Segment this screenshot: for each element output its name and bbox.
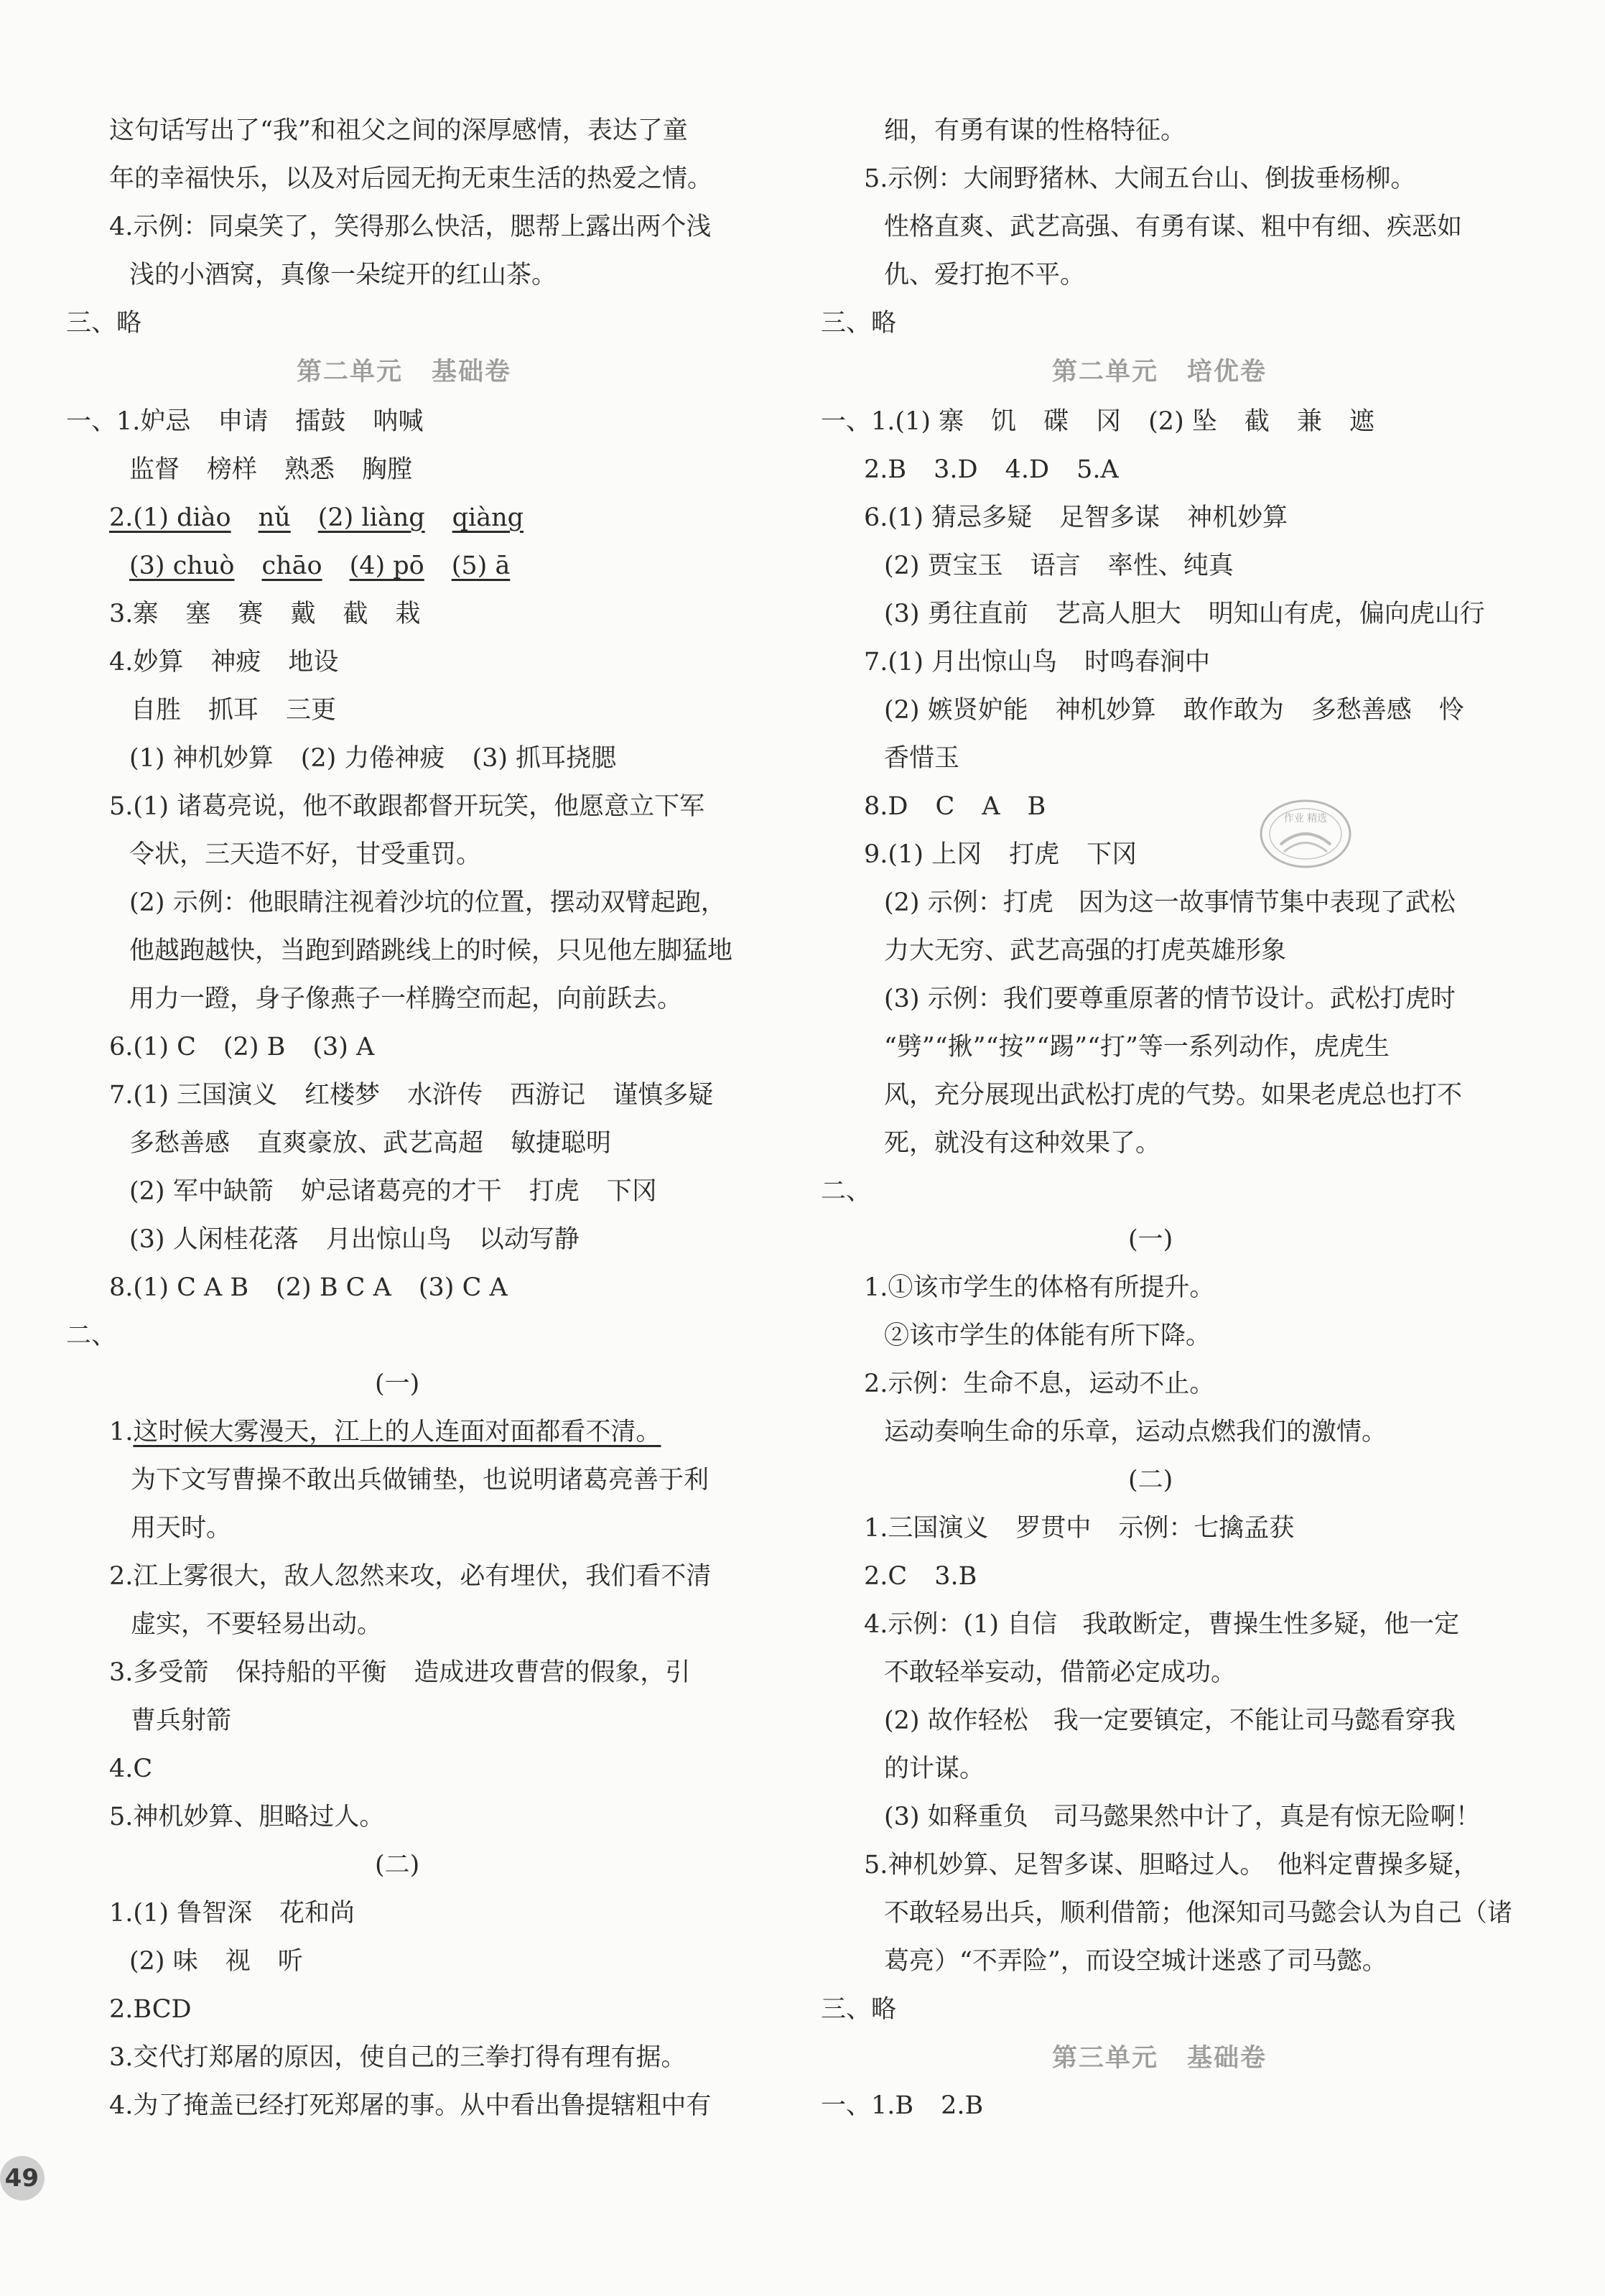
text-line: ②该市学生的体能有所下降。 — [884, 1321, 1211, 1350]
text-line: 力大无穷、武艺高强的打虎英雄形象 — [884, 936, 1287, 965]
unit-title: 第二单元 基础卷 — [297, 357, 512, 386]
subsection-heading: (二) — [375, 1851, 420, 1879]
text-line: 曹兵射箭 — [131, 1706, 232, 1735]
answer-row: 一、1.妒忌 申请 擂鼓 呐喊 — [66, 407, 424, 436]
text-line: (2) 故作轻松 我一定要镇定，不能让司马懿看穿我 — [884, 1706, 1456, 1735]
stamp-text: 作业 精选 — [1283, 813, 1328, 824]
text-line: 2.江上雾很大，敌人忽然来攻，必有埋伏，我们看不清 — [109, 1562, 712, 1591]
text-line: (3) 如释重负 司马懿果然中计了，真是有惊无险啊！ — [884, 1803, 1481, 1831]
answer-row: 多愁善感 直爽豪放、武艺高超 敏捷聪明 — [129, 1129, 612, 1158]
answer-row: (2) 军中缺箭 妒忌诸葛亮的才干 打虎 下冈 — [129, 1177, 657, 1206]
answer-row: 3.寨 塞 赛 戴 截 栽 — [109, 600, 421, 628]
answer-row: (3) 人闲桂花落 月出惊山鸟 以动写静 — [129, 1225, 580, 1254]
answer-row: 2.B 3.D 4.D 5.A — [864, 455, 1119, 484]
text-line: (3) 示例：我们要尊重原著的情节设计。武松打虎时 — [884, 985, 1456, 1013]
subsection-heading: (一) — [1128, 1225, 1173, 1254]
answer-row: 1.(1) 鲁智深 花和尚 — [109, 1899, 355, 1928]
page-number: 49 — [0, 2156, 45, 2200]
answer-row: 7.(1) 月出惊山鸟 时鸣春涧中 — [864, 648, 1211, 677]
text-line: 5.(1) 诸葛亮说，他不敢跟都督开玩笑，他愿意立下军 — [109, 792, 705, 821]
watermark-stamp-icon — [1255, 794, 1356, 873]
text-line: 2.示例：生命不息，运动不止。 — [864, 1370, 1215, 1398]
text-line: 5.神机妙算、足智多谋、胆略过人。 他料定曹操多疑， — [864, 1851, 1479, 1879]
answer-row: 一、1.(1) 寨 饥 碟 冈 (2) 坠 截 兼 遮 — [821, 407, 1374, 436]
answer-row: 3.多受箭 保持船的平衡 造成进攻曹营的假象，引 — [109, 1658, 691, 1687]
text-line: 风，充分展现出武松打虎的气势。如果老虎总也打不 — [884, 1081, 1463, 1110]
answer-row: 9.(1) 上冈 打虎 下冈 — [864, 840, 1138, 869]
text-line: 这句话写出了“我”和祖父之间的深厚感情，表达了童 — [109, 116, 688, 145]
text-line: (2) 示例：打虎 因为这一故事情节集中表现了武松 — [884, 888, 1456, 917]
text-line: 用力一蹬，身子像燕子一样腾空而起，向前跃去。 — [129, 985, 683, 1013]
unit-title: 第二单元 培优卷 — [1052, 357, 1267, 386]
text-line: 仇、爱打抱不平。 — [884, 261, 1086, 289]
text-line: 不敢轻举妄动，借箭必定成功。 — [884, 1658, 1237, 1687]
unit-title: 第三单元 基础卷 — [1052, 2043, 1267, 2073]
section-heading: 二、 — [66, 1321, 117, 1350]
text-line: 5.示例：大闹野猪林、大闹五台山、倒拔垂杨柳。 — [864, 164, 1416, 193]
subsection-heading: (二) — [1128, 1466, 1173, 1495]
text-line: 的计谋。 — [884, 1754, 985, 1783]
answer-row: (2) 嫉贤妒能 神机妙算 敢作敢为 多愁善感 怜 — [884, 696, 1464, 725]
text-line: 2.BCD — [109, 1995, 192, 2024]
answer-row: 监督 榜样 熟悉 胸膛 — [129, 455, 413, 484]
text-line: “劈”“揪”“按”“踢”“打”等一系列动作，虎虎生 — [884, 1033, 1390, 1061]
section-heading: 三、略 — [66, 309, 142, 338]
text-line: 香惜玉 — [884, 744, 960, 773]
text-line: 死，就没有这种效果了。 — [884, 1129, 1161, 1158]
answer-row: 6.(1) C (2) B (3) A — [109, 1033, 375, 1061]
answer-row: 4.妙算 神疲 地设 — [109, 648, 339, 677]
subsection-heading: (一) — [375, 1370, 420, 1398]
text-line: 浅的小酒窝，真像一朵绽开的红山茶。 — [129, 261, 557, 289]
text-line: 用天时。 — [131, 1514, 232, 1543]
text-line: 不敢轻易出兵，顺利借箭；他深知司马懿会认为自己（诸 — [884, 1899, 1513, 1928]
text-line: 年的幸福快乐，以及对后园无拘无束生活的热爱之情。 — [109, 164, 713, 193]
text-line: 1.这时候大雾漫天，江上的人连面对面都看不清。 — [109, 1418, 661, 1446]
text-line: 5.神机妙算、胆略过人。 — [109, 1803, 385, 1831]
section-heading: 二、 — [821, 1177, 872, 1206]
answer-row: 8.D C A B — [864, 792, 1046, 821]
answer-row: 7.(1) 三国演义 红楼梦 水浒传 西游记 谨慎多疑 — [109, 1081, 714, 1110]
text-line: (2) 示例：他眼睛注视着沙坑的位置，摆动双臂起跑， — [129, 888, 726, 917]
answer-row: 1.三国演义 罗贯中 示例：七擒孟获 — [864, 1514, 1295, 1543]
text-line: 运动奏响生命的乐章，运动点燃我们的激情。 — [884, 1418, 1387, 1446]
text-line: 他越跑越快，当跑到踏跳线上的时候，只见他左脚猛地 — [129, 936, 733, 965]
answer-row: (1) 神机妙算 (2) 力倦神疲 (3) 抓耳挠腮 — [129, 744, 617, 773]
text-line: 虚实，不要轻易出动。 — [131, 1610, 383, 1639]
text-line: 4.为了掩盖已经打死郑屠的事。从中看出鲁提辖粗中有 — [109, 2091, 712, 2120]
pinyin-row: 2.(1) diào nǔ (2) liàng qiàng — [109, 503, 524, 532]
answer-row: 自胜 抓耳 三更 — [131, 696, 337, 725]
answer-row: (2) 贾宝玉 语言 率性、纯真 — [884, 552, 1234, 580]
answer-row: 8.(1) C A B (2) B C A (3) C A — [109, 1273, 508, 1302]
answer-row: 6.(1) 猜忌多疑 足智多谋 神机妙算 — [864, 503, 1288, 532]
text-line: 4.示例：(1) 自信 我敢断定，曹操生性多疑，他一定 — [864, 1610, 1460, 1639]
text-line: 3.交代打郑屠的原因，使自己的三拳打得有理有据。 — [109, 2043, 687, 2072]
text-line: 4.示例：同桌笑了，笑得那么快活，腮帮上露出两个浅 — [109, 213, 712, 241]
answer-row: (3) 勇往直前 艺高人胆大 明知山有虎，偏向虎山行 — [884, 600, 1485, 628]
text-line: 性格直爽、武艺高强、有勇有谋、粗中有细、疾恶如 — [884, 213, 1463, 241]
answer-row: 2.C 3.B — [864, 1562, 977, 1591]
text-line: 细，有勇有谋的性格特征。 — [884, 116, 1186, 145]
text-line: 葛亮）“不弄险”，而设空城计迷惑了司马懿。 — [884, 1947, 1387, 1976]
text-line: 1.①该市学生的体格有所提升。 — [864, 1273, 1215, 1302]
answer-row: (2) 味 视 听 — [129, 1947, 303, 1976]
answer-row: 一、1.B 2.B — [821, 2091, 984, 2120]
section-heading: 三、略 — [821, 309, 897, 338]
pinyin-row: (3) chuò chāo (4) pō (5) ā — [129, 552, 511, 580]
text-line: 为下文写曹操不敢出兵做铺垫，也说明诸葛亮善于利 — [131, 1466, 710, 1495]
text-line: 令状，三天造不好，甘受重罚。 — [129, 840, 482, 869]
section-heading: 三、略 — [821, 1995, 897, 2024]
text-line: 4.C — [109, 1754, 153, 1783]
